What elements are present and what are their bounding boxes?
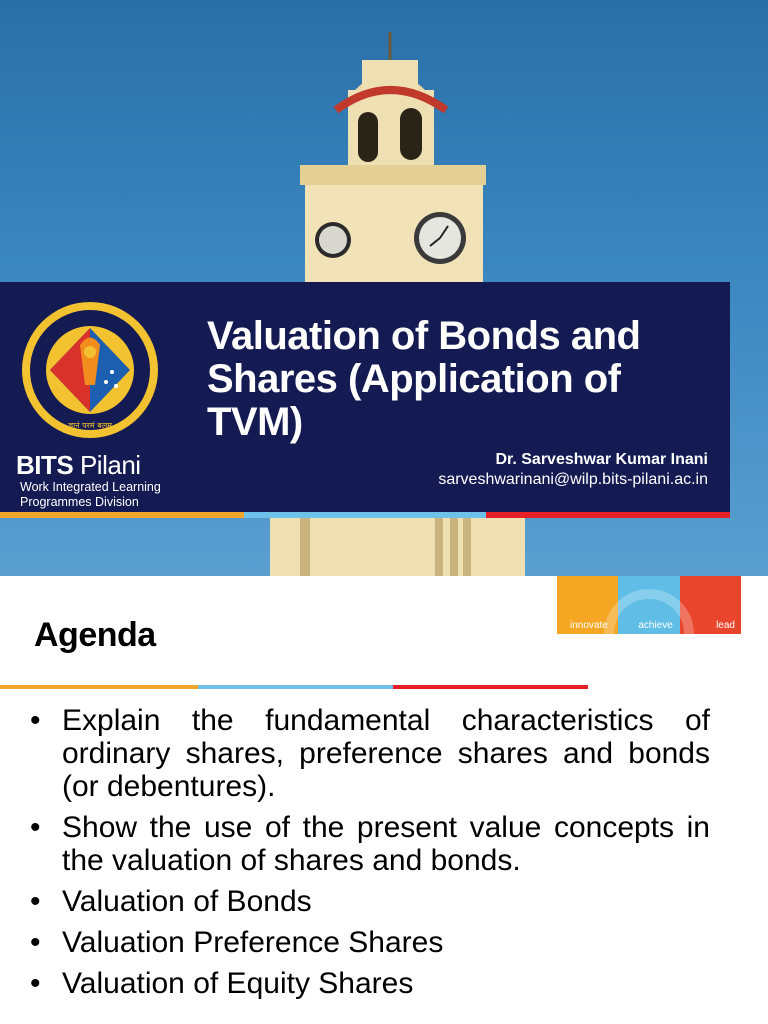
bullet-icon: • [30,967,41,1000]
division-line-1: Work Integrated Learning [20,480,161,494]
bullet-icon: • [30,926,41,959]
brand-name [16,450,141,481]
agenda-heading: Agenda [34,616,156,654]
stripe2-blue [198,685,393,689]
agenda-item-text: Explain the fundamental characteristics of ordinary shares, preference shares and bonds (or debentures). [62,704,710,803]
agenda-item-text: Valuation of Bonds [62,885,312,918]
agenda-item [30,926,710,959]
tagline-innovate [557,576,618,634]
author-name: Dr. Sarveshwar Kumar Inani [495,451,708,468]
agenda-item [30,885,710,918]
tagline-lead-label: lead [716,620,735,631]
stripe-blue [244,512,486,518]
slide-title: Valuation of Bonds and Shares (Application of TVM) [207,314,641,444]
tagline-lead [680,576,741,634]
agenda-item-text: Valuation of Equity Shares [62,967,414,1000]
agenda-item-text: Valuation Preference Shares [62,926,444,959]
tagline-innovate-label: innovate [570,620,608,631]
tagline-achieve-label: achieve [638,620,673,631]
bullet-icon: • [30,704,41,737]
stripe2-red [393,685,588,689]
agenda-list [30,704,710,1008]
bullet-icon: • [30,885,41,918]
stripe-yellow [0,512,244,518]
color-stripe [0,512,730,518]
tagline-achieve [618,576,679,634]
agenda-item [30,704,710,803]
division-line-2: Programmes Division [20,495,139,509]
brand-bold: BITS [16,450,74,480]
agenda-slide [0,576,768,1024]
division-text [20,480,210,510]
stripe2-yellow [0,685,198,689]
stripe-red [486,512,730,518]
tagline-banner [557,576,741,634]
author-email: sarveshwarinani@wilp.bits-pilani.ac.in [438,471,708,488]
agenda-item [30,811,710,877]
brand-regular: Pilani [79,450,141,480]
agenda-item [30,967,710,1000]
agenda-item-text: Show the use of the present value concepts in the valuation of shares and bonds. [62,811,710,877]
bullet-icon: • [30,811,41,844]
agenda-color-stripe [0,685,588,689]
svg-text:ज्ञानं परमं बलम्: ज्ञानं परमं बलम् [67,421,113,430]
bits-logo-icon [20,300,160,440]
